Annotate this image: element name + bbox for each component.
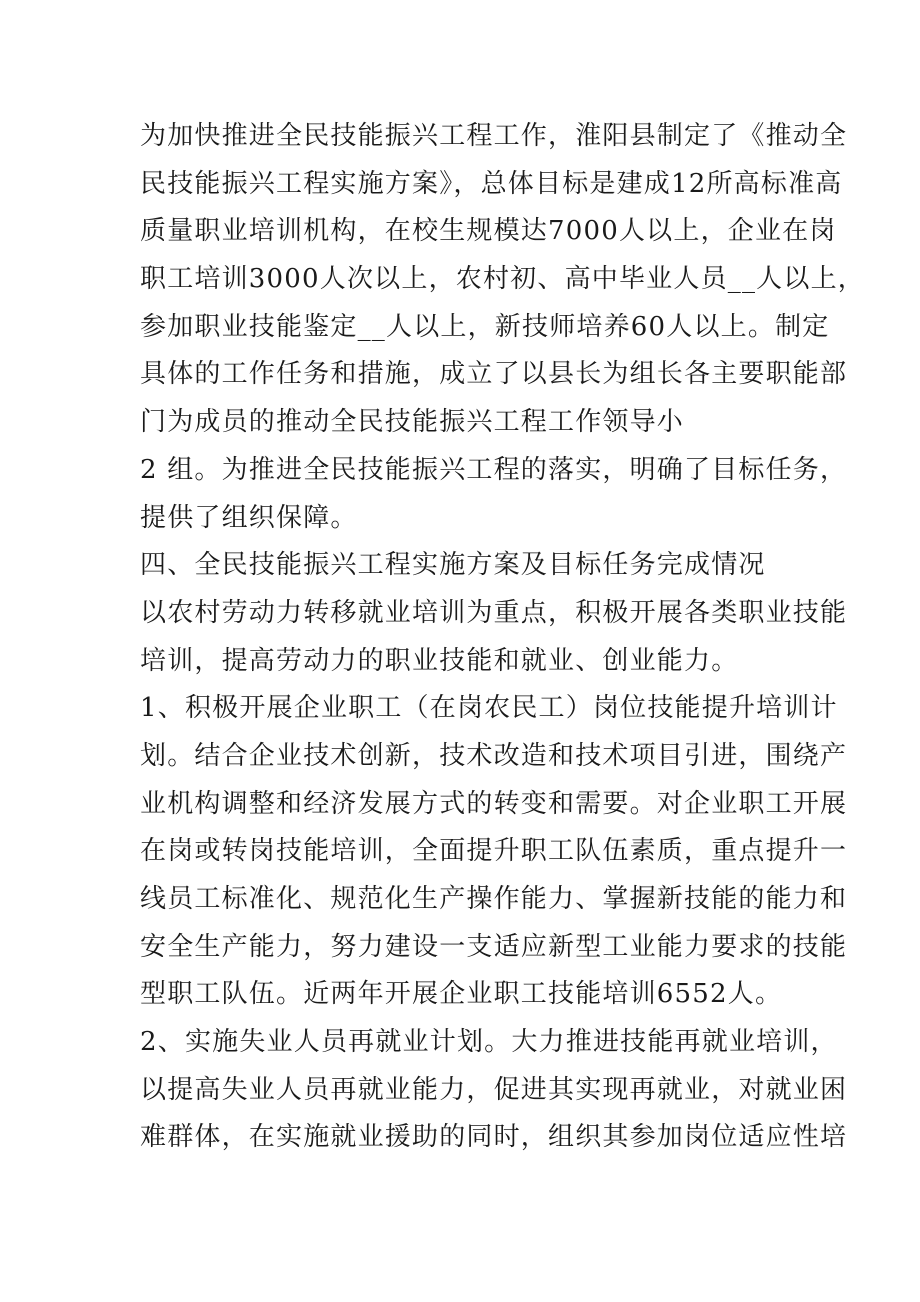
text-line: 职工培训3000人次以上，农村初、高中毕业人员__人以上，: [140, 264, 865, 295]
text-line: 1、积极开展企业职工（在岗农民工）岗位技能提升培训计: [140, 693, 838, 724]
text-line: 线员工标准化、规范化生产操作能力、掌握新技能的能力和: [140, 884, 848, 914]
text-line: 划。结合企业技术创新，技术改造和技术项目引进，围绕产: [140, 740, 848, 771]
text-line: 提供了组织保障。: [140, 502, 358, 533]
text-line: 培训，提高劳动力的职业技能和就业、创业能力。: [140, 645, 739, 676]
text-line: 2、实施失业人员再就业计划。大力推进技能再就业培训，: [140, 1027, 838, 1058]
text-line: 民技能振兴工程实施方案》，总体目标是建成12所高标准高: [140, 168, 843, 199]
text-line: 门为成员的推动全民技能振兴工程工作领导小: [140, 407, 685, 438]
text-line: 具体的工作任务和措施，成立了以县长为组长各主要职能部: [140, 359, 848, 390]
text-line: 为加快推进全民技能振兴工程工作，淮阳县制定了《推动全: [140, 121, 848, 151]
text-line: 在岗或转岗技能培训，全面提升职工队伍素质，重点提升一: [140, 836, 848, 867]
text-line: 参加职业技能鉴定__人以上，新技师培养60人以上。制定: [140, 311, 830, 342]
text-line: 型职工队伍。近两年开展企业职工技能培训6552人。: [140, 979, 783, 1010]
text-line: 难群体，在实施就业援助的同时，组织其参加岗位适应性培: [140, 1122, 848, 1153]
section-heading: 四、全民技能振兴工程实施方案及目标任务完成情况: [140, 550, 766, 581]
text-line: 质量职业培训机构，在校生规模达7000人以上，企业在岗: [140, 216, 837, 247]
text-line: 业机构调整和经济发展方式的转变和需要。对企业职工开展: [140, 788, 848, 819]
text-line: 2 组。为推进全民技能振兴工程的落实，明确了目标任务，: [140, 454, 848, 485]
text-line: 以提高失业人员再就业能力，促进其实现再就业，对就业困: [140, 1074, 848, 1105]
body-text: [140, 113, 865, 1162]
text-line: 以农村劳动力转移就业培训为重点，积极开展各类职业技能: [140, 597, 848, 628]
text-line: 安全生产能力，努力建设一支适应新型工业能力要求的技能: [140, 931, 848, 962]
